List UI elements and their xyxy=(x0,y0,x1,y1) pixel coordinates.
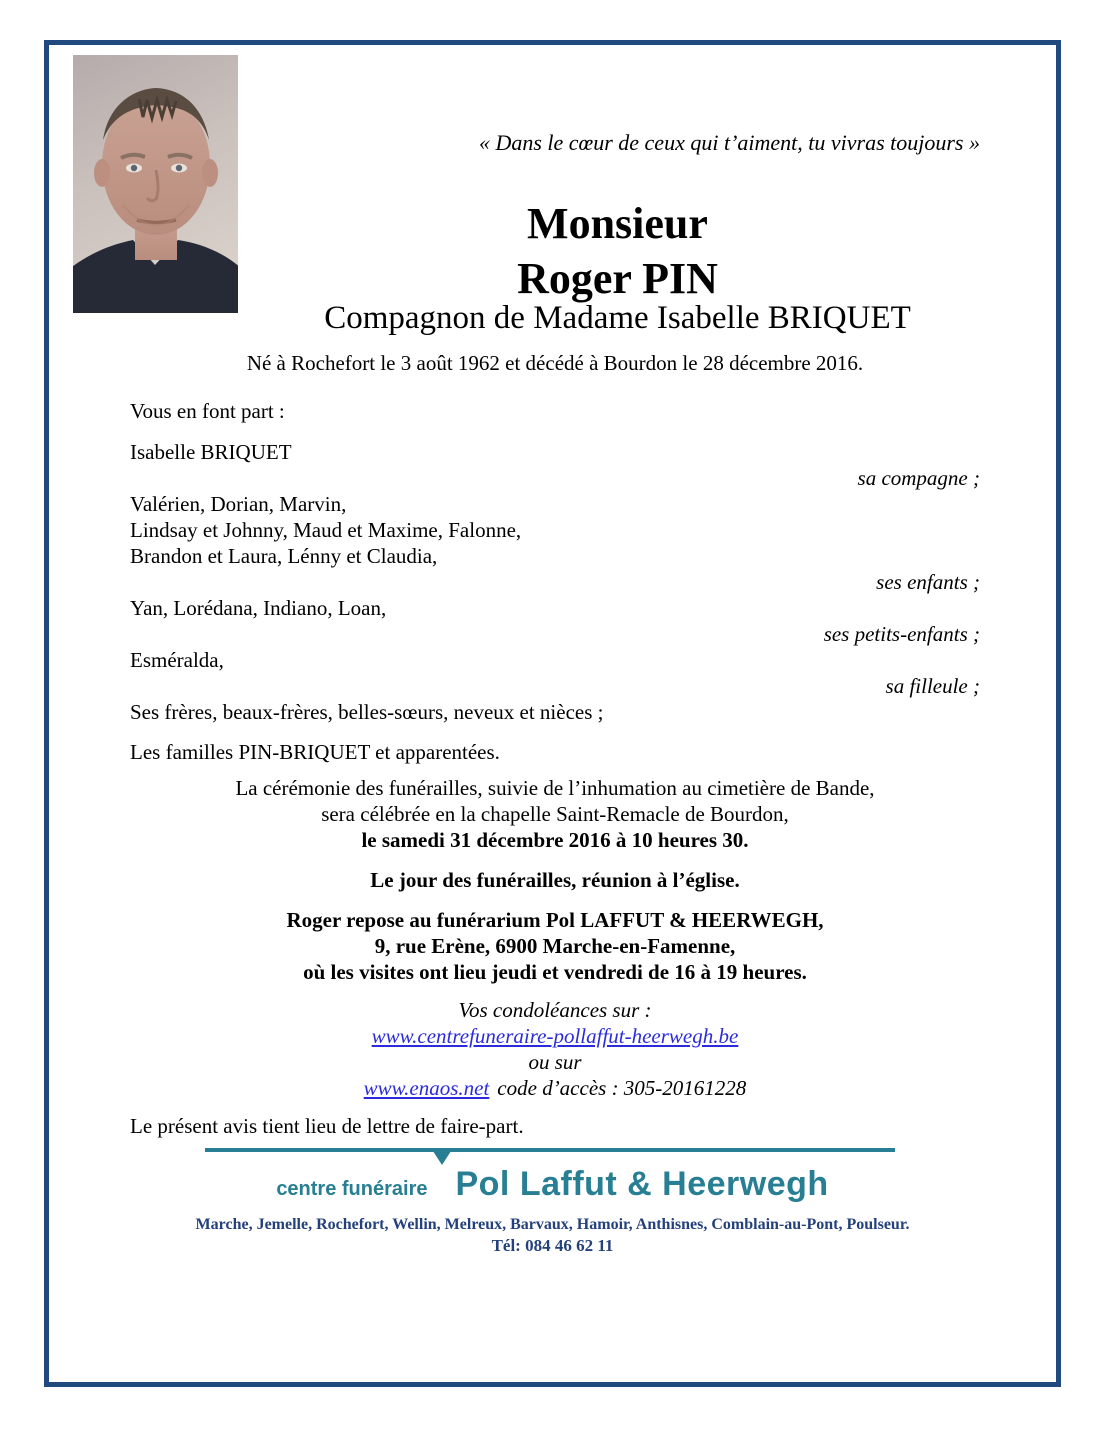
announcement-card xyxy=(44,40,1061,1387)
deceased-name: Roger PIN xyxy=(517,254,718,303)
ceremony-line: sera célébrée en la chapelle Saint-Remacle de Bourdon, xyxy=(321,802,789,826)
family-list xyxy=(130,439,980,725)
repose-block xyxy=(130,907,980,985)
notice-body xyxy=(49,350,1056,1139)
intro-line: Vous en font part : xyxy=(130,399,285,423)
portrait-photo xyxy=(73,55,238,313)
relation-label: sa compagne ; xyxy=(857,466,980,490)
ceremony-line: La cérémonie des funérailles, suivie de l’inhumation au cimetière de Bande, xyxy=(235,776,875,800)
family-member-line: Isabelle BRIQUET xyxy=(130,440,292,464)
portrait-photo-graphic xyxy=(73,55,238,313)
relation-label: sa filleule ; xyxy=(885,674,980,698)
header-block xyxy=(179,130,1056,336)
repose-line: 9, rue Erène, 6900 Marche-en-Famenne, xyxy=(374,934,736,958)
family-member-line: Esméralda, xyxy=(130,648,224,672)
relation-label: ses petits-enfants ; xyxy=(823,622,980,646)
family-member-line: Ses frères, beaux-frères, belles-sœurs, neveux et nièces ; xyxy=(130,700,604,724)
family-member-line: Lindsay et Johnny, Maud et Maxime, Falonne, xyxy=(130,518,522,542)
deceased-subtitle: Compagnon de Madame Isabelle BRIQUET xyxy=(324,300,911,336)
relation-label: ses enfants ; xyxy=(876,570,980,594)
funeral-home-logo xyxy=(49,1160,1056,1213)
condolences-link-enaos[interactable]: www.enaos.net xyxy=(363,1076,490,1100)
meeting-line: Le jour des funérailles, réunion à l’église. xyxy=(370,868,740,892)
condolences-block xyxy=(130,997,980,1101)
branch-cities-line: Marche, Jemelle, Rochefort, Wellin, Melreux, Barvaux, Hamoir, Anthisnes, Comblain-au-Pont, Poulseur. xyxy=(195,1216,910,1233)
ceremony-block xyxy=(130,775,980,853)
deceased-title-line1: Monsieur xyxy=(527,199,708,248)
logo-prefix-text: centre funéraire xyxy=(276,1178,428,1200)
logo-triangle-icon xyxy=(431,1148,453,1165)
birth-death-line: Né à Rochefort le 3 août 1962 et décédé à Bourdon le 28 décembre 2016. xyxy=(246,351,864,375)
closing-line: Le présent avis tient lieu de lettre de faire-part. xyxy=(130,1114,524,1138)
family-member-line: Yan, Lorédana, Indiano, Loan, xyxy=(130,596,387,620)
family-member-line: Valérien, Dorian, Marvin, xyxy=(130,492,347,516)
condolences-link-funeraire[interactable]: www.centrefuneraire-pollaffut-heerwegh.be xyxy=(371,1024,739,1048)
phone-line: Tél: 084 46 62 11 xyxy=(491,1236,614,1255)
families-line: Les familles PIN-BRIQUET et apparentées. xyxy=(130,740,500,764)
family-member-line: Brandon et Laura, Lénny et Claudia, xyxy=(130,544,438,568)
memorial-quote: « Dans le cœur de ceux qui t’aiment, tu vivras toujours » xyxy=(478,130,980,155)
ceremony-date-line: le samedi 31 décembre 2016 à 10 heures 30. xyxy=(361,828,749,852)
repose-line: où les visites ont lieu jeudi et vendredi de 16 à 19 heures. xyxy=(303,960,807,984)
access-code: code d’accès : 305-20161228 xyxy=(497,1076,747,1100)
repose-line: Roger repose au funérarium Pol LAFFUT & HEERWEGH, xyxy=(286,908,824,932)
condolences-intro: Vos condoléances sur : xyxy=(458,998,652,1022)
condolences-or: ou sur xyxy=(528,1050,582,1074)
deceased-title xyxy=(179,196,1056,306)
logo-name-text: Pol Laffut & Heerwegh xyxy=(455,1165,829,1203)
footer-divider xyxy=(205,1148,895,1152)
